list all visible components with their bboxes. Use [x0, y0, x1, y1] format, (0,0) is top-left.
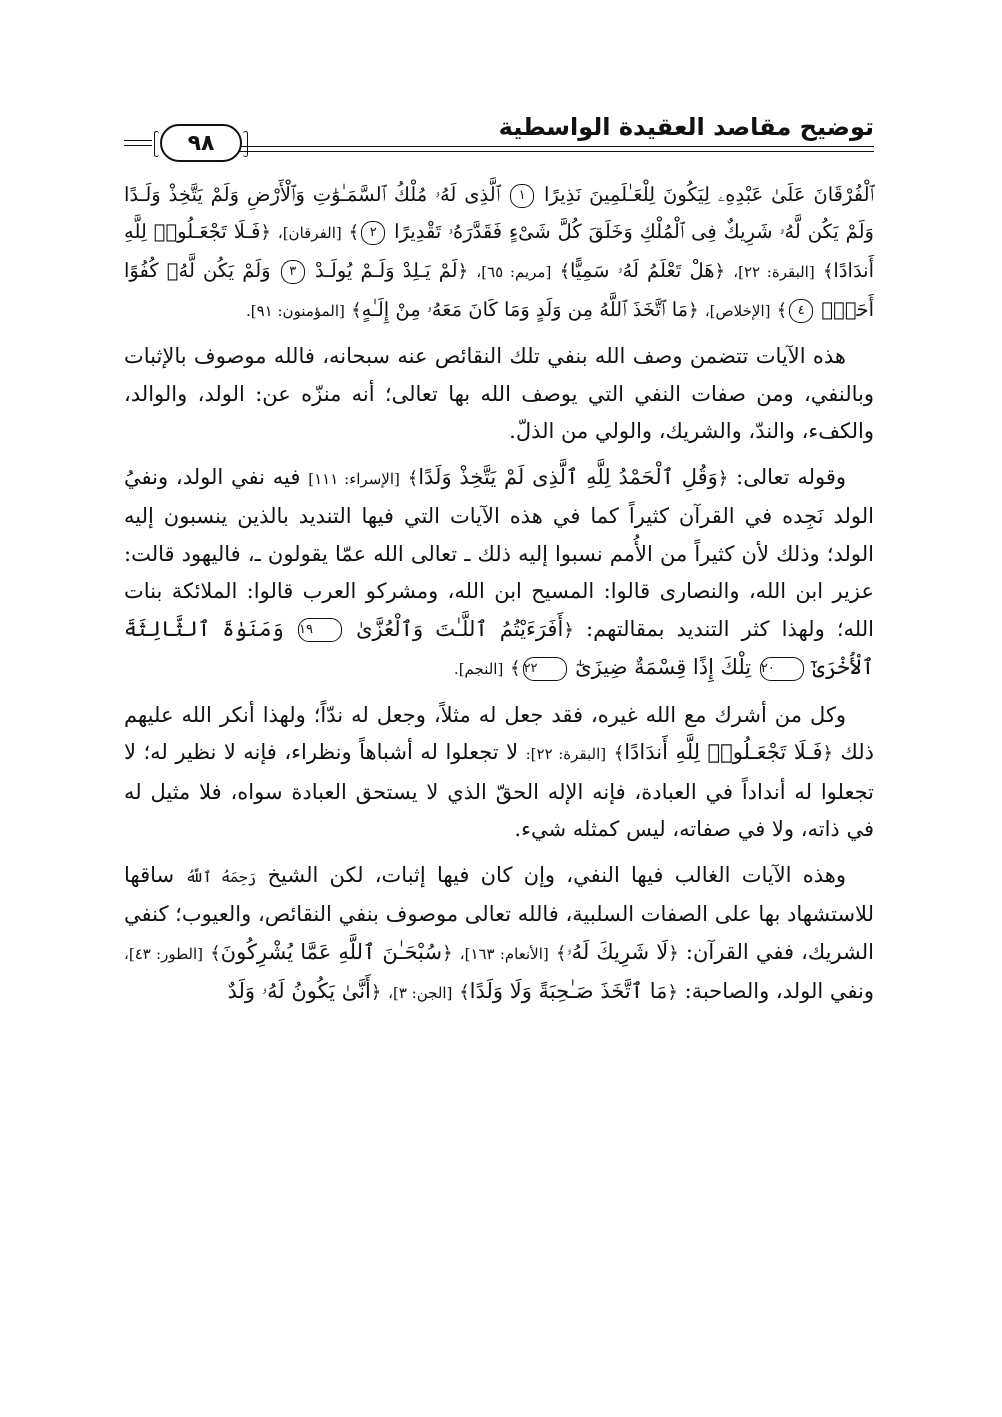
ornate-bracket-open: ﴿: [442, 942, 453, 964]
ayah-number-marker: ٤: [789, 299, 813, 323]
ornate-bracket-close: ﴾: [613, 743, 625, 764]
paragraph: هذه الآيات تتضمن وصف الله بنفي تلك النقائص عنه سبحانه، فالله موصوف بالإثبات وبالنفي، ومن صفات النفي التي يوصف الله بها تعالى؛ أنه منزّه عن: الولد، والوالد، والكفء، والندّ، والشريك، والولي من الذلّ.: [124, 344, 874, 443]
ornate-bracket-close: ﴾: [351, 300, 362, 321]
honorific-glyph: رَحِمَهُ ٱللَّهُ: [185, 867, 257, 886]
quran-text: فَـلَا تَجْعَـلُوا۟ لِلَّهِ أَندَادًا: [124, 220, 875, 282]
body-text: لا تجعلوا له أشباهاً ونظراء، فإنه لا نظير له؛ لا تجعلوا له أنداداً في العبادة، فإنه الإله الحقّ الذي لا يستحق العبادة سواه، فلا مثيل له في ذاته، ولا في صفاته، ليس كمثله شيء.: [124, 740, 874, 841]
quran-text: سُبْحَـٰنَ ٱللَّهِ عَمَّا يُشْرِكُونَ: [220, 939, 443, 964]
verse-reference: [المؤمنون: ٩١].: [245, 302, 345, 320]
quran-text: وَلَمْ يَكُن لَّهُۥ كُفُوًا أَحَدٌۢ: [124, 259, 874, 321]
ayah-number-marker: ٢: [361, 221, 385, 245]
ornate-bracket-close: ﴾: [348, 222, 360, 243]
running-title: توضيح مقاصد العقيدة الواسطية: [498, 113, 874, 141]
ornate-bracket-open: ﴿: [688, 300, 699, 321]
verse-reference: [النجم].: [453, 660, 504, 678]
quran-text: وَمَنَوٰةَ ٱلثَّالِثَةَ ٱلْأُخْرَىٰٓ: [124, 616, 874, 679]
paragraph: [124, 459, 874, 689]
verse-reference: [الجن: ٣]،: [388, 984, 453, 1002]
quran-text: هَلْ تَعْلَمُ لَهُۥ سَمِيًّا: [570, 259, 715, 282]
verse-reference: [البقرة: ٢٢]:: [525, 745, 607, 763]
ornate-bracket-open: ﴿: [667, 982, 678, 1003]
header-rule-left: [124, 140, 152, 150]
ornate-bracket-close: ﴾: [555, 942, 567, 964]
ornate-bracket-open: ﴿: [668, 942, 679, 964]
quran-text: مَا ٱتَّخَذَ صَـٰحِبَةً وَلَا وَلَدًا: [469, 979, 668, 1003]
quran-text: أَنَّىٰ يَكُونُ لَهُۥ وَلَدٌ: [227, 979, 371, 1003]
quran-text: لَمْ يَـلِدْ وَلَـمْ يُولَـدْ: [314, 259, 458, 282]
quran-citations: [124, 176, 874, 330]
body-text: فيه نفي الولد، ونفيُ الولد نَجِده في القرآن كثيراً كما في هذه الآيات التي فيها التنديد بالذين ينسبون إليه الولد؛ وذلك لأن كثيراً من الأُمم نسبوا إليه ذلك ـ تعالى الله عمّا يقولون ـ، فاليهود قالت: عزير ابن الله، والنصارى قالوا: المسيح ابن الله، ومشركو العرب قالوا: الملائكة بنات الله؛ ولهذا كثر التنديد بمقالتهم:: [124, 464, 874, 641]
header-rule: [234, 146, 874, 147]
body-text: وكل من أشرك مع الله غيره، فقد جعل له مثلاً، وجعل له ندّاً؛ ولهذا أنكر الله عليهم ذلك: [124, 702, 874, 764]
body-text: وهذه الآيات الغالب فيها النفي، وإن كان فيها إثبات، لكن الشيخ: [267, 862, 846, 887]
body-text: وقوله تعالى:: [736, 464, 847, 489]
verse-reference: [مريم: ٦٥]،: [476, 263, 552, 281]
verse-reference: [الإخلاص]،: [704, 302, 771, 320]
paragraph: [124, 857, 874, 1013]
ornate-bracket-open: ﴿: [370, 982, 382, 1003]
quran-text: أَفَرَءَيْتُمُ ٱللَّـٰتَ وَٱلْعُزَّىٰ: [356, 616, 564, 641]
body-text: ساقها للاستشهاد بها على الصفات السلبية، فالله تعالى موصوف بنفي النقائص، والعيوب؛ كنفي الشريك، ففي القرآن:: [124, 862, 874, 964]
header-rule: [234, 151, 874, 152]
quran-text: ٱلَّذِى لَهُۥ مُلْكُ ٱلسَّمَـٰوَٰتِ وَٱلْأَرْضِ وَلَمْ يَتَّخِذْ وَلَـدًا وَلَمْ يَكُن لَّهُۥ شَرِيكٌ فِى ٱلْمُلْكِ وَخَلَقَ كُلَّ شَىْءٍ فَقَدَّرَهُۥ تَقْدِيرًا: [124, 183, 874, 243]
quran-text: ٱلْفُرْقَانَ عَلَىٰ عَبْدِهِۦ لِيَكُونَ لِلْعَـٰلَمِينَ نَذِيرًا: [543, 183, 875, 206]
ornate-bracket-close: ﴾: [510, 658, 521, 679]
paragraph: [124, 697, 874, 849]
ornate-bracket-close: ﴾: [776, 300, 788, 321]
page-number: ٩٨: [187, 130, 215, 156]
ornate-bracket-open: ﴿: [260, 222, 271, 243]
ornate-bracket-close: ﴾: [822, 261, 834, 282]
verse-reference: [الأنعام: ١٦٣]،: [459, 944, 549, 963]
ayah-number-marker: ١: [510, 184, 534, 208]
verse-reference: [البقرة: ٢٢]،: [733, 263, 815, 281]
quran-text: لَا شَرِيكَ لَهُۥ: [566, 939, 669, 964]
page-header: [124, 110, 874, 160]
ayah-number-marker: ٢٢: [523, 657, 567, 681]
body-text: ونفي الولد، والصاحبة:: [684, 979, 874, 1003]
ayah-number-marker: ٣: [281, 260, 305, 284]
verse-reference: [الإسراء: ١١١]: [308, 469, 400, 488]
ornate-bracket-close: ﴾: [210, 942, 221, 964]
ayah-number-marker: ١٩: [298, 618, 342, 642]
verse-reference: [الفرقان]،: [277, 224, 342, 242]
quran-text: مَا ٱتَّخَذَ ٱللَّهُ مِن وَلَدٍ وَمَا كَانَ مَعَهُۥ مِنْ إِلَـٰهٍ: [361, 298, 689, 321]
page-number-frame: [160, 124, 242, 162]
ornate-bracket-open: ﴿: [717, 467, 729, 489]
ornate-bracket-close: ﴾: [459, 982, 470, 1003]
ornate-bracket-open: ﴿: [714, 261, 726, 282]
quran-text: تِلْكَ إِذًا قِسْمَةٌ ضِيزَىٰٓ: [575, 655, 752, 679]
ornate-bracket-open: ﴿: [457, 261, 469, 282]
ornate-bracket-open: ﴿: [822, 743, 834, 764]
ornate-bracket-open: ﴿: [563, 619, 574, 641]
ayah-number-marker: ٢٠: [760, 657, 804, 681]
verse-reference: [الطور: ٤٣]،: [124, 944, 203, 963]
ornate-bracket-close: ﴾: [407, 467, 419, 489]
ornate-bracket-close: ﴾: [559, 261, 571, 282]
quran-text: فَـلَا تَجْعَـلُوا۟ لِلَّهِ أَندَادًا: [624, 740, 823, 764]
page-body: [124, 176, 874, 1021]
quran-text: وَقُلِ ٱلْحَمْدُ لِلَّهِ ٱلَّذِى لَمْ يَتَّخِذْ وَلَدًا: [418, 464, 718, 489]
